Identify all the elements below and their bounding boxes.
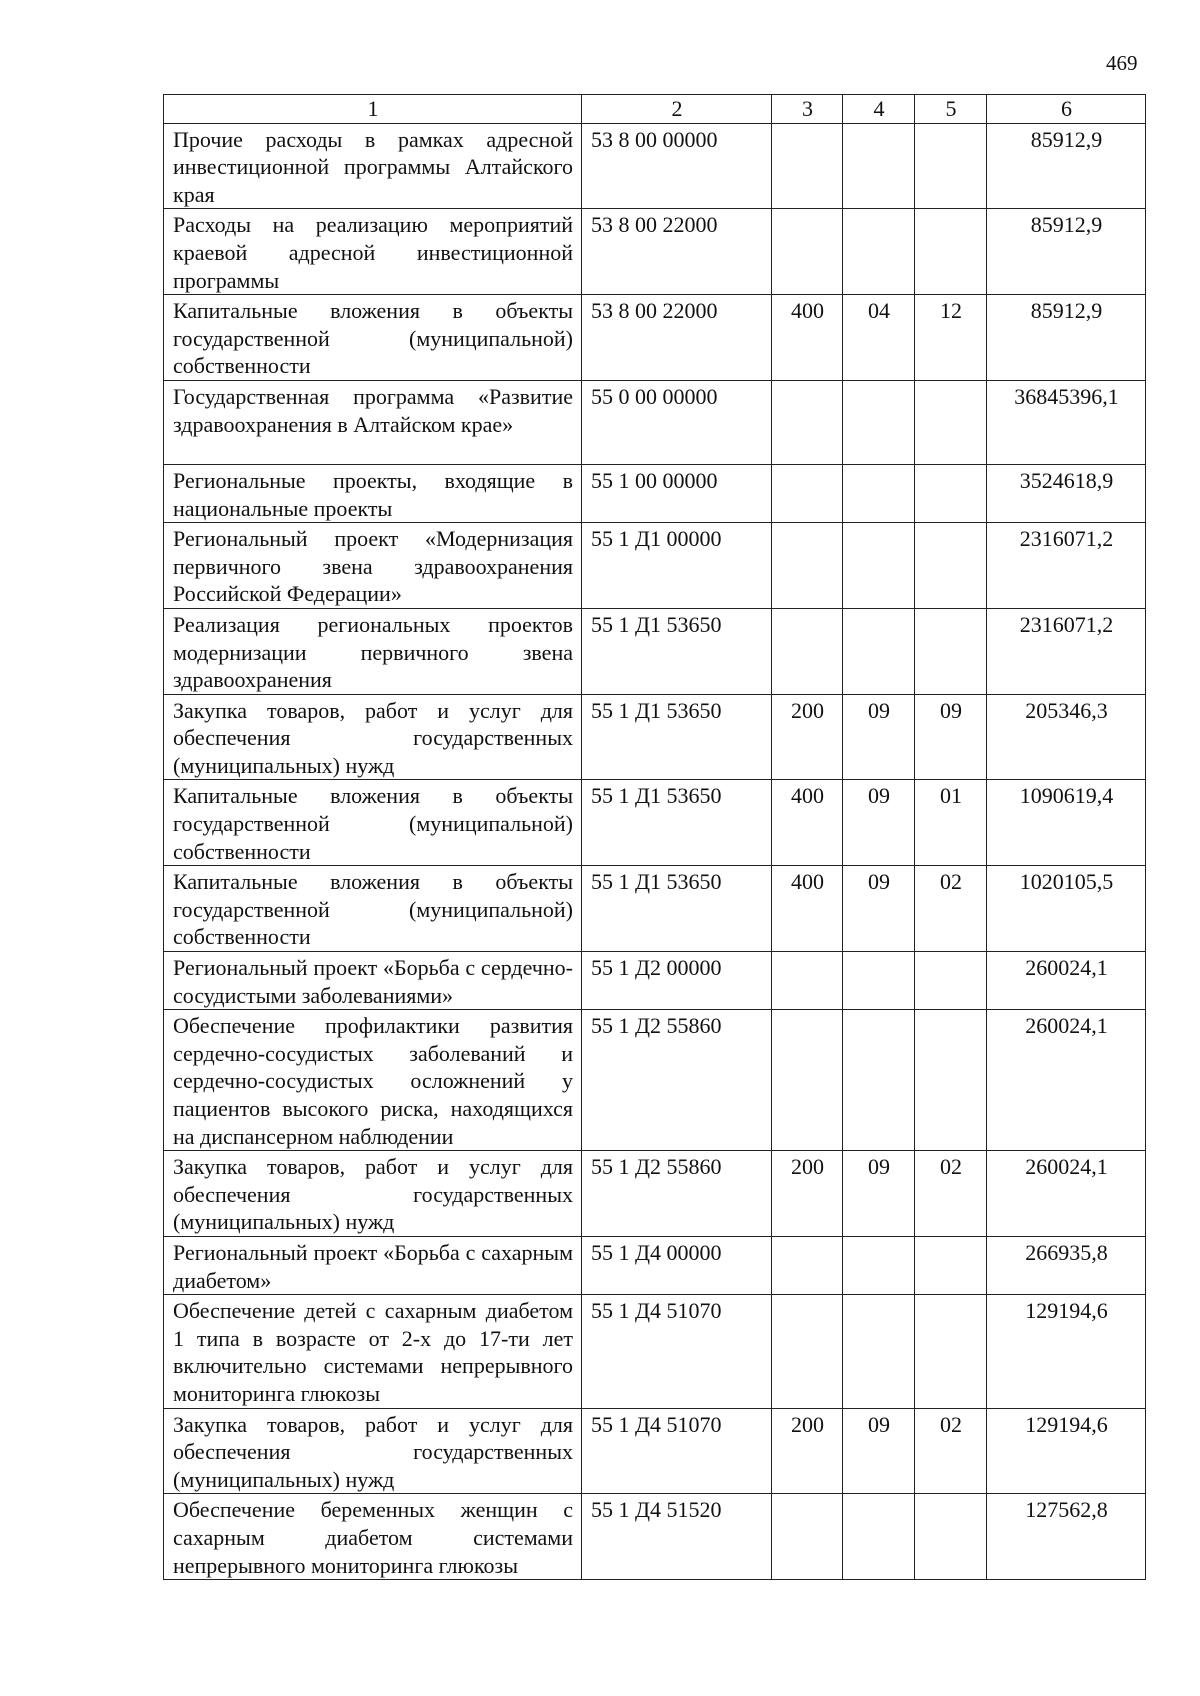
row-vr: 400 (772, 780, 843, 866)
row-pr (915, 1295, 987, 1408)
table-row (164, 1151, 1146, 1237)
row-code: 53 8 00 22000 (582, 209, 772, 295)
row-name: Капитальные вложения в объекты государственной (муниципальной) собственности (164, 295, 582, 381)
row-sum: 260024,1 (987, 1010, 1146, 1151)
row-rz: 09 (843, 866, 915, 952)
table-row (164, 464, 1146, 522)
row-vr (772, 1236, 843, 1294)
row-code: 55 1 Д2 00000 (582, 952, 772, 1010)
row-vr (772, 380, 843, 464)
row-code: 55 1 Д4 51070 (582, 1295, 772, 1408)
row-vr (772, 209, 843, 295)
row-sum: 260024,1 (987, 952, 1146, 1010)
row-pr (915, 123, 987, 209)
table-row (164, 123, 1146, 209)
row-vr (772, 1295, 843, 1408)
column-header: 5 (915, 95, 987, 124)
row-name: Закупка товаров, работ и услуг для обеспечения государственных (муниципальных) нужд (164, 1151, 582, 1237)
row-name: Региональный проект «Борьба с сердечно-сосудистыми заболеваниями» (164, 952, 582, 1010)
row-pr: 09 (915, 694, 987, 780)
row-sum: 36845396,1 (987, 380, 1146, 464)
row-rz: 09 (843, 1408, 915, 1494)
table-row (164, 780, 1146, 866)
column-header: 6 (987, 95, 1146, 124)
row-rz: 09 (843, 780, 915, 866)
row-vr: 400 (772, 295, 843, 381)
page-number: 469 (1106, 51, 1138, 75)
row-rz: 09 (843, 694, 915, 780)
column-header: 3 (772, 95, 843, 124)
row-rz: 04 (843, 295, 915, 381)
column-header: 1 (164, 95, 582, 124)
row-name: Закупка товаров, работ и услуг для обеспечения государственных (муниципальных) нужд (164, 1408, 582, 1494)
row-sum: 129194,6 (987, 1408, 1146, 1494)
row-pr: 01 (915, 780, 987, 866)
row-code: 55 1 Д1 53650 (582, 780, 772, 866)
row-vr: 200 (772, 1151, 843, 1237)
row-pr (915, 380, 987, 464)
row-vr: 400 (772, 866, 843, 952)
row-code: 55 1 Д4 00000 (582, 1236, 772, 1294)
row-sum: 1090619,4 (987, 780, 1146, 866)
row-sum: 205346,3 (987, 694, 1146, 780)
row-code: 55 1 Д1 53650 (582, 866, 772, 952)
row-sum: 127562,8 (987, 1494, 1146, 1580)
row-pr: 02 (915, 1151, 987, 1237)
row-vr (772, 1494, 843, 1580)
row-name: Государственная программа «Развитие здравоохранения в Алтайском крае» (164, 380, 582, 464)
row-rz (843, 952, 915, 1010)
row-code: 55 1 00 00000 (582, 464, 772, 522)
row-sum: 129194,6 (987, 1295, 1146, 1408)
row-sum: 2316071,2 (987, 608, 1146, 694)
row-sum: 2316071,2 (987, 523, 1146, 609)
row-name: Реализация региональных проектов модернизации первичного звена здравоохранения (164, 608, 582, 694)
row-pr (915, 1494, 987, 1580)
row-name: Обеспечение профилактики развития сердечно-сосудистых заболеваний и сердечно-сосудистых осложнений у пациентов высокого риска, находящихся на диспансерном наблюдении (164, 1010, 582, 1151)
row-code: 55 1 Д2 55860 (582, 1151, 772, 1237)
row-rz (843, 1236, 915, 1294)
table-row (164, 866, 1146, 952)
row-code: 55 1 Д1 00000 (582, 523, 772, 609)
row-rz (843, 380, 915, 464)
row-sum: 1020105,5 (987, 866, 1146, 952)
table-row (164, 1236, 1146, 1294)
row-code: 55 1 Д4 51520 (582, 1494, 772, 1580)
row-code: 55 1 Д1 53650 (582, 694, 772, 780)
row-rz (843, 209, 915, 295)
row-name: Капитальные вложения в объекты государственной (муниципальной) собственности (164, 780, 582, 866)
row-rz (843, 1494, 915, 1580)
budget-table (163, 94, 1146, 1580)
table-body (164, 123, 1146, 1580)
table-row (164, 295, 1146, 381)
table-row (164, 694, 1146, 780)
row-sum: 266935,8 (987, 1236, 1146, 1294)
row-vr: 200 (772, 694, 843, 780)
table-row (164, 1408, 1146, 1494)
row-sum: 85912,9 (987, 295, 1146, 381)
row-vr (772, 952, 843, 1010)
row-name: Региональные проекты, входящие в национальные проекты (164, 464, 582, 522)
row-name: Региональный проект «Модернизация первичного звена здравоохранения Российской Федерации» (164, 523, 582, 609)
row-pr: 02 (915, 866, 987, 952)
row-rz (843, 123, 915, 209)
row-vr (772, 1010, 843, 1151)
row-sum: 260024,1 (987, 1151, 1146, 1237)
row-vr (772, 123, 843, 209)
row-pr (915, 1010, 987, 1151)
row-pr (915, 464, 987, 522)
row-pr (915, 608, 987, 694)
table-row (164, 1010, 1146, 1151)
row-name: Региональный проект «Борьба с сахарным диабетом» (164, 1236, 582, 1294)
row-pr (915, 209, 987, 295)
row-code: 55 0 00 00000 (582, 380, 772, 464)
row-vr (772, 523, 843, 609)
table-row (164, 523, 1146, 609)
row-code: 55 1 Д4 51070 (582, 1408, 772, 1494)
table-row (164, 209, 1146, 295)
row-rz (843, 1295, 915, 1408)
column-header: 4 (843, 95, 915, 124)
row-name: Закупка товаров, работ и услуг для обеспечения государственных (муниципальных) нужд (164, 694, 582, 780)
row-sum: 85912,9 (987, 123, 1146, 209)
row-vr (772, 464, 843, 522)
table-row (164, 952, 1146, 1010)
row-pr: 12 (915, 295, 987, 381)
table-row (164, 1494, 1146, 1580)
row-sum: 3524618,9 (987, 464, 1146, 522)
row-code: 55 1 Д1 53650 (582, 608, 772, 694)
table-row (164, 1295, 1146, 1408)
row-code: 53 8 00 22000 (582, 295, 772, 381)
row-name: Расходы на реализацию мероприятий краевой адресной инвестиционной программы (164, 209, 582, 295)
column-header: 2 (582, 95, 772, 124)
row-name: Капитальные вложения в объекты государственной (муниципальной) собственности (164, 866, 582, 952)
row-rz (843, 1010, 915, 1151)
row-rz (843, 608, 915, 694)
table-row (164, 380, 1146, 464)
row-name: Прочие расходы в рамках адресной инвестиционной программы Алтайского края (164, 123, 582, 209)
row-pr: 02 (915, 1408, 987, 1494)
table-row (164, 608, 1146, 694)
row-pr (915, 1236, 987, 1294)
row-rz: 09 (843, 1151, 915, 1237)
row-vr (772, 608, 843, 694)
table-header-row (164, 95, 1146, 124)
row-pr (915, 523, 987, 609)
row-code: 53 8 00 00000 (582, 123, 772, 209)
row-rz (843, 523, 915, 609)
row-pr (915, 952, 987, 1010)
row-name: Обеспечение детей с сахарным диабетом 1 типа в возрасте от 2-х до 17-ти лет включительно системами непрерывного мониторинга глюкозы (164, 1295, 582, 1408)
row-vr: 200 (772, 1408, 843, 1494)
row-sum: 85912,9 (987, 209, 1146, 295)
row-name: Обеспечение беременных женщин с сахарным диабетом системами непрерывного мониторинга глюкозы (164, 1494, 582, 1580)
row-rz (843, 464, 915, 522)
row-code: 55 1 Д2 55860 (582, 1010, 772, 1151)
